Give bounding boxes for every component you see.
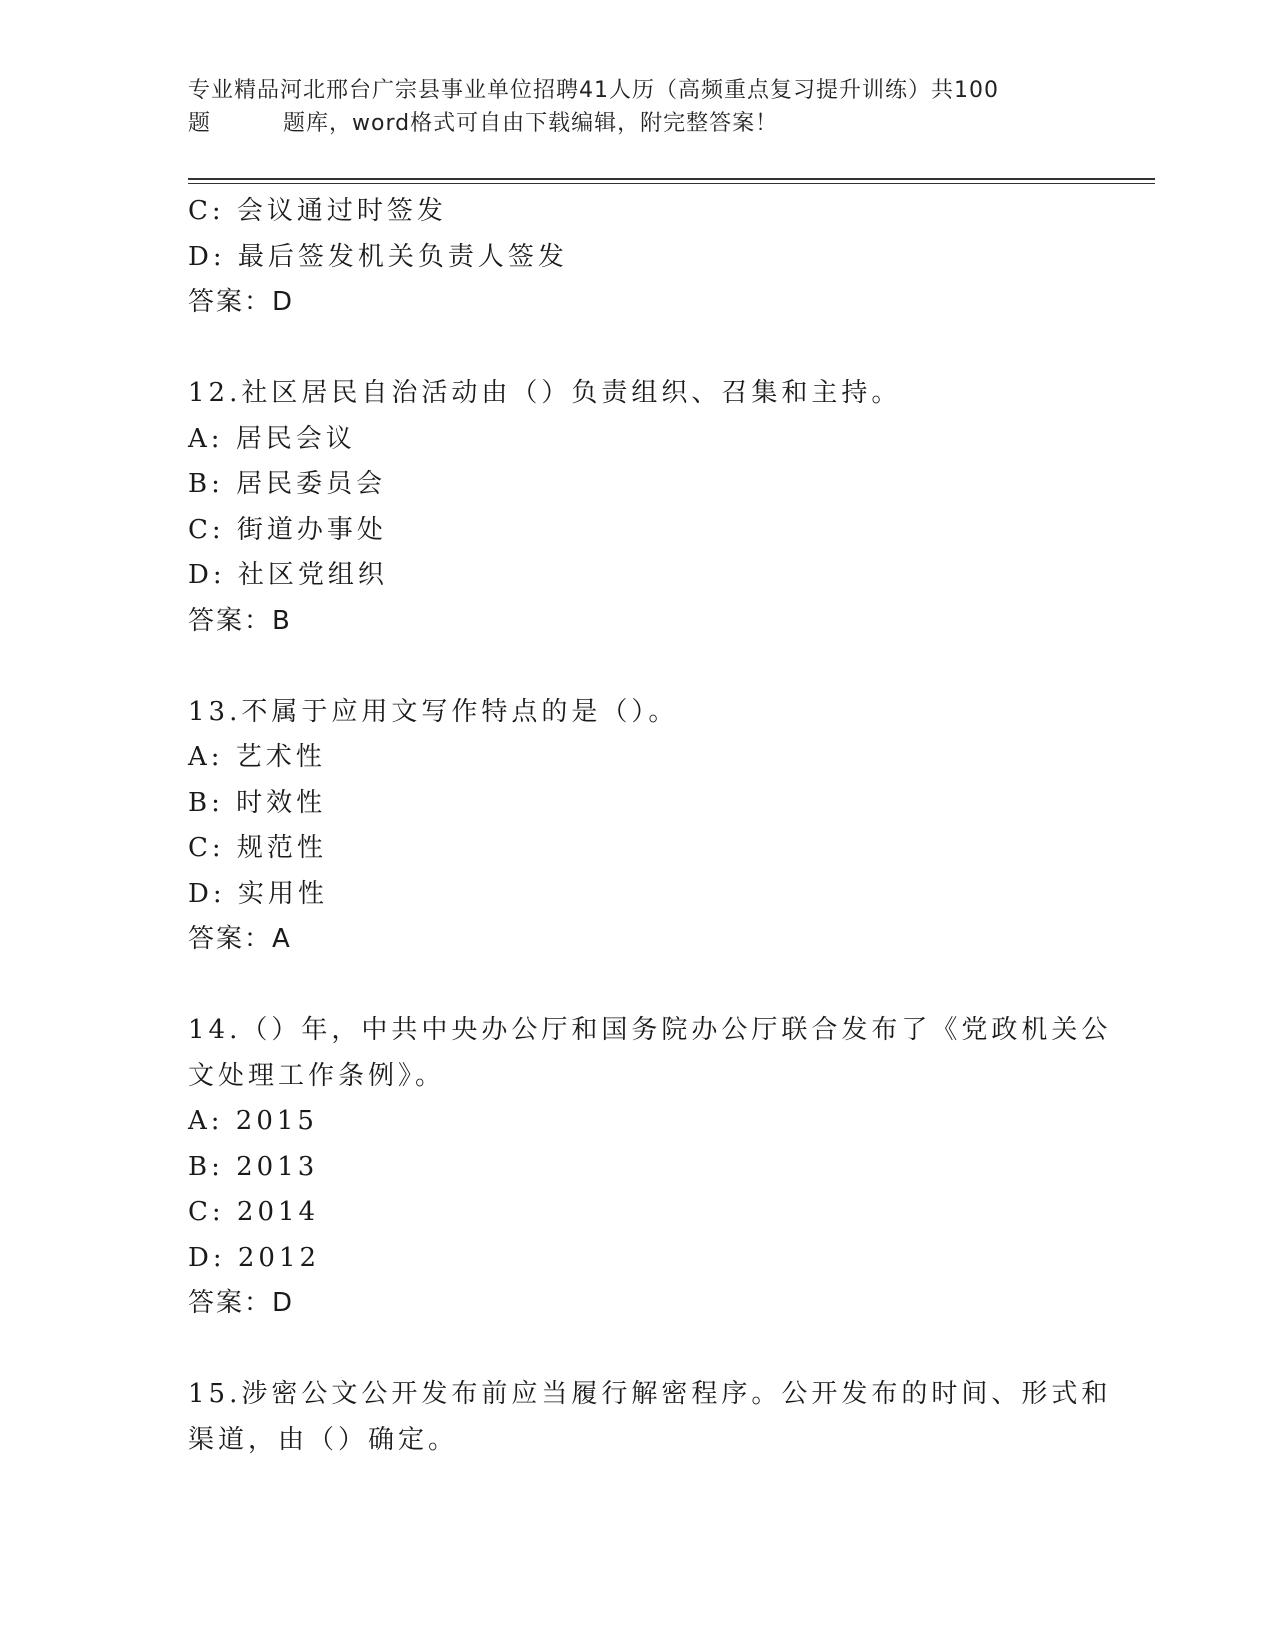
- document-header: [188, 74, 1088, 140]
- option-c: C: 2014: [188, 1197, 320, 1227]
- header-title-line-2-end: 题库，word格式可自由下载编辑，附完整答案！: [283, 111, 779, 136]
- option-d: D: 最后签发机关负责人签发: [188, 241, 568, 272]
- question-block-14: [188, 1008, 1112, 1327]
- option-d: D: 实用性: [188, 878, 328, 909]
- question-text-line-1: 15.涉密公文公开发布前应当履行解密程序。公开发布的时间、形式和: [188, 1379, 1112, 1409]
- question-text-line-1: 14.（）年，中共中央办公厅和国务院办公厅联合发布了《党政机关公: [188, 1015, 1112, 1045]
- header-divider-thick: [188, 178, 1155, 180]
- question-block-13: [188, 690, 1088, 963]
- header-title-line-2-start: 题: [188, 111, 212, 136]
- header-divider-thin: [188, 183, 1155, 184]
- answer-line: 答案：D: [188, 1288, 295, 1318]
- answer-line: 答案：B: [188, 605, 292, 636]
- option-b: B: 时效性: [188, 787, 327, 818]
- option-b: B: 居民委员会: [188, 469, 387, 499]
- question-block-15: [188, 1372, 1112, 1463]
- question-block-12: [188, 371, 1088, 644]
- option-a: A: 居民会议: [188, 423, 356, 454]
- question-text-line-2: 渠道，由（）确定。: [188, 1424, 459, 1455]
- option-c: C: 规范性: [188, 833, 327, 863]
- option-d: D: 社区党组织: [188, 560, 388, 590]
- question-text-line-2: 文处理工作条例》。: [188, 1060, 446, 1091]
- question-text: 12.社区居民自治活动由（）负责组织、召集和主持。: [188, 378, 902, 408]
- question-block-11: [188, 189, 1088, 326]
- answer-line: 答案：D: [188, 287, 295, 317]
- answer-line: 答案：A: [188, 924, 292, 954]
- option-d: D: 2012: [188, 1242, 321, 1273]
- question-text: 13.不属于应用文写作特点的是（）。: [188, 696, 679, 727]
- option-b: B: 2013: [188, 1151, 319, 1182]
- option-c: C: 会议通过时签发: [188, 196, 447, 226]
- question-list: [188, 189, 1112, 1463]
- option-c: C: 街道办事处: [188, 514, 387, 545]
- option-a: A: 2015: [188, 1106, 318, 1136]
- header-title-line-2: [188, 107, 1088, 140]
- header-title-line-1: 专业精品河北邢台广宗县事业单位招聘41人历（高频重点复习提升训练）共100: [188, 78, 999, 103]
- option-a: A: 艺术性: [188, 742, 326, 772]
